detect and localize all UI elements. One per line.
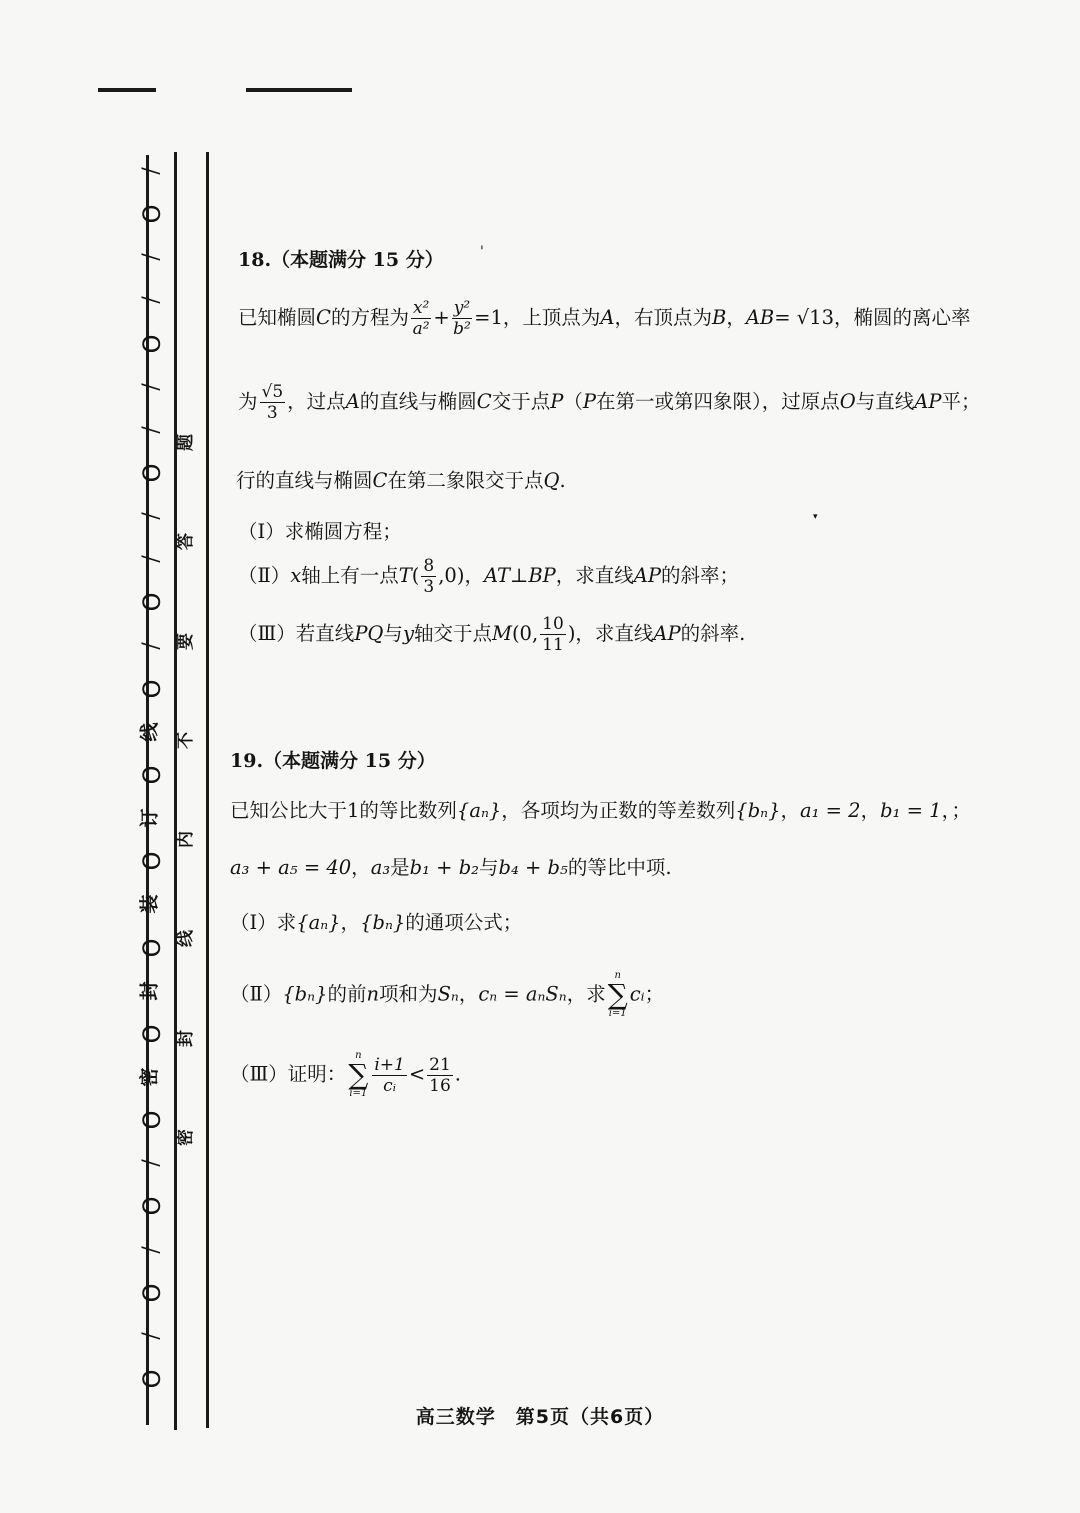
var-a3: a₃ — [370, 856, 391, 879]
slash-mark: / — [137, 512, 163, 520]
var-PQ: PQ — [354, 622, 384, 645]
header-rule-right — [246, 88, 352, 92]
text: ，右顶点为 — [614, 306, 712, 329]
text: < — [408, 1062, 426, 1086]
seal-circle: O — [135, 938, 164, 957]
text: （Ⅰ）求 — [230, 911, 297, 934]
text: 已知公比大于1的等比数列 — [230, 799, 457, 822]
text: （Ⅲ）若直线 — [238, 622, 355, 645]
seal-circle: O — [135, 1196, 164, 1216]
text: ( — [411, 564, 420, 587]
q19-part2 — [230, 970, 664, 1020]
fraction-y2-b2: $\frac{\text{y²}}{\text{b²}}$ — [453, 298, 471, 339]
text: ， — [351, 856, 371, 879]
scan-speck: ▾ — [813, 512, 818, 522]
q19-line1 — [230, 795, 971, 823]
q18-part2 — [238, 556, 739, 597]
text: 已知椭圆 — [238, 306, 317, 329]
binding-inner-strip — [168, 430, 198, 1150]
page-footer: 高三数学 第5页（共6页） — [415, 1406, 665, 1428]
text: + — [433, 306, 450, 329]
text: 的方程为 — [330, 306, 409, 329]
var-Q: Q — [543, 469, 560, 492]
seal-circle: O — [135, 1369, 164, 1389]
seal-char-seal: 封 — [138, 981, 161, 1001]
text: ， — [726, 306, 746, 329]
text: 的斜率； — [661, 564, 740, 587]
text: 是 — [390, 856, 410, 879]
text: (0, — [511, 622, 539, 645]
fraction-sqrt5-3: $\frac{√5}{3}$ — [261, 382, 284, 423]
slash-mark: / — [137, 382, 163, 391]
inner-char: 题 — [175, 434, 196, 451]
expr-b4-b5: b₄ + b₅ — [498, 856, 568, 879]
var-C: C — [316, 306, 331, 329]
seal-circle: O — [135, 592, 164, 612]
binding-rule-inner — [206, 152, 209, 1428]
q18-line2 — [238, 382, 981, 423]
text: ，求 — [566, 982, 606, 1006]
text: 平； — [941, 390, 981, 413]
inner-char: 线 — [175, 930, 196, 948]
inner-char: 不 — [175, 731, 196, 749]
slash-mark: / — [137, 253, 163, 261]
seal-char-line: 线 — [138, 722, 161, 742]
text: （Ⅲ）证明： — [230, 1062, 347, 1086]
text: 交于点 — [491, 390, 551, 413]
text: ,0)， — [438, 564, 484, 587]
text: . — [559, 469, 566, 492]
slash-mark: / — [137, 167, 163, 175]
seal-char-bind: 订 — [138, 808, 161, 828]
slash-mark: / — [137, 296, 163, 305]
text: ， — [860, 799, 881, 822]
q18-title: 18.（本题满分 15 分） — [238, 249, 444, 271]
q19-part1 — [230, 907, 522, 935]
slash-mark: / — [137, 555, 163, 563]
seq-bn: {bₙ} — [735, 799, 781, 822]
slash-mark: / — [137, 641, 163, 650]
q19-title: 19.（本题满分 15 分） — [230, 750, 436, 772]
expr-b1-b2: b₁ + b₂ — [409, 856, 479, 879]
text: = √13，椭圆的离心率 — [774, 306, 971, 329]
seq-an: {aₙ} — [296, 911, 341, 934]
text: 轴交于点 — [413, 622, 492, 645]
header-rule-left — [98, 88, 156, 92]
q19-line2 — [230, 852, 672, 880]
seal-circle: O — [135, 1283, 164, 1303]
var-x: x — [290, 564, 302, 587]
text: 在第一或第四象限），过原点 — [596, 390, 840, 413]
var-P: P — [582, 390, 596, 413]
fraction-8-3: $\frac{8}{3}$ — [423, 556, 435, 597]
text: 的斜率. — [680, 622, 746, 645]
seal-circle: O — [135, 1024, 164, 1044]
var-C: C — [476, 390, 492, 413]
q18-line1 — [238, 298, 971, 339]
q19-part3 — [230, 1050, 461, 1100]
var-y: y — [402, 622, 414, 645]
var-AT: AT — [483, 564, 510, 587]
var-A: A — [600, 306, 615, 329]
seal-circle: O — [135, 204, 164, 224]
q18-part1: （Ⅰ）求椭圆方程； — [238, 520, 402, 543]
var-AP: AP — [633, 564, 661, 587]
text: ，各项均为正数的等差数列 — [501, 799, 736, 822]
slash-mark: / — [137, 426, 163, 434]
var-ci: cᵢ — [629, 982, 645, 1006]
text: 与 — [383, 622, 403, 645]
text: ，求直线 — [555, 564, 634, 587]
text: 的直线与椭圆 — [359, 390, 477, 413]
seal-circle: O — [135, 1110, 164, 1130]
expr-a1: a₁ = 2 — [800, 799, 861, 822]
seal-circle: O — [135, 765, 164, 785]
fraction-x2-a2: $\frac{\text{x²}}{\text{a²}}$ — [412, 298, 430, 339]
var-O: O — [839, 390, 856, 413]
seq-bn: {bₙ} — [282, 982, 328, 1006]
seq-bn: {bₙ} — [360, 911, 406, 934]
summation: n ∑ i=1 — [348, 1050, 369, 1099]
text: 的等比中项. — [567, 856, 672, 879]
text: )，求直线 — [567, 622, 654, 645]
text: （Ⅱ） — [230, 982, 283, 1006]
seal-circle: O — [135, 851, 164, 871]
var-AB: AB — [745, 306, 775, 329]
q18-part3 — [238, 614, 745, 655]
var-T: T — [398, 564, 412, 587]
text: . — [454, 1062, 461, 1086]
text: 的通项公式； — [405, 911, 523, 934]
text: ，； — [941, 799, 971, 822]
inner-char: 内 — [175, 831, 196, 849]
var-n: n — [366, 982, 380, 1006]
text: 在第二象限交于点 — [387, 469, 544, 492]
seal-char-secret: 密 — [138, 1067, 161, 1087]
seal-circle: O — [135, 679, 164, 699]
var-BP: BP — [528, 564, 556, 587]
binding-seal-strip — [128, 160, 172, 1390]
var-Sn: Sₙ — [437, 982, 459, 1006]
text: 的前 — [327, 982, 367, 1006]
inner-char: 答 — [175, 533, 196, 551]
expr-b1: b₁ = 1 — [880, 799, 942, 822]
inner-char: 密 — [175, 1128, 196, 1146]
text: ⊥ — [509, 564, 529, 587]
slash-mark: / — [137, 1332, 163, 1340]
text: 为 — [238, 390, 258, 413]
seq-an: {aₙ} — [456, 799, 502, 822]
expr-cn: cₙ = aₙSₙ — [478, 982, 567, 1006]
text: ，过点 — [287, 390, 346, 413]
inner-char: 要 — [175, 632, 196, 650]
text: 行的直线与椭圆 — [236, 469, 373, 492]
text: ； — [644, 982, 665, 1006]
expr-a3-a5: a₃ + a₅ = 40 — [230, 856, 352, 879]
text: （ — [563, 390, 583, 413]
scan-speck: ' — [480, 244, 484, 260]
fraction-i1-ci: $\frac{i+1}{\text{cᵢ}}$ — [374, 1054, 405, 1096]
seal-circle: O — [135, 334, 164, 354]
text: =1，上顶点为 — [474, 306, 601, 329]
text: （Ⅱ） — [238, 564, 291, 587]
inner-char: 封 — [175, 1029, 196, 1047]
summation: n ∑ i=1 — [607, 970, 628, 1019]
var-A: A — [345, 390, 360, 413]
text: 与直线 — [855, 390, 915, 413]
text: ， — [340, 911, 361, 934]
var-M: M — [491, 622, 512, 645]
text: ， — [780, 799, 800, 822]
var-AP: AP — [914, 390, 942, 413]
var-AP: AP — [653, 622, 681, 645]
seal-char-pack: 装 — [138, 894, 161, 914]
var-P: P — [550, 390, 564, 413]
text: 项和为 — [379, 982, 438, 1006]
slash-mark: / — [137, 1159, 163, 1167]
seal-circle: O — [135, 463, 164, 483]
fraction-21-16: $\frac{21}{16}$ — [429, 1054, 451, 1096]
text: 与 — [479, 856, 499, 879]
text: 轴上有一点 — [301, 564, 399, 587]
fraction-10-11: $\frac{10}{11}$ — [542, 614, 564, 655]
text: ， — [458, 982, 479, 1006]
var-B: B — [711, 306, 727, 329]
q18-line3 — [236, 465, 566, 493]
var-C: C — [372, 469, 388, 492]
slash-mark: / — [137, 1245, 163, 1254]
